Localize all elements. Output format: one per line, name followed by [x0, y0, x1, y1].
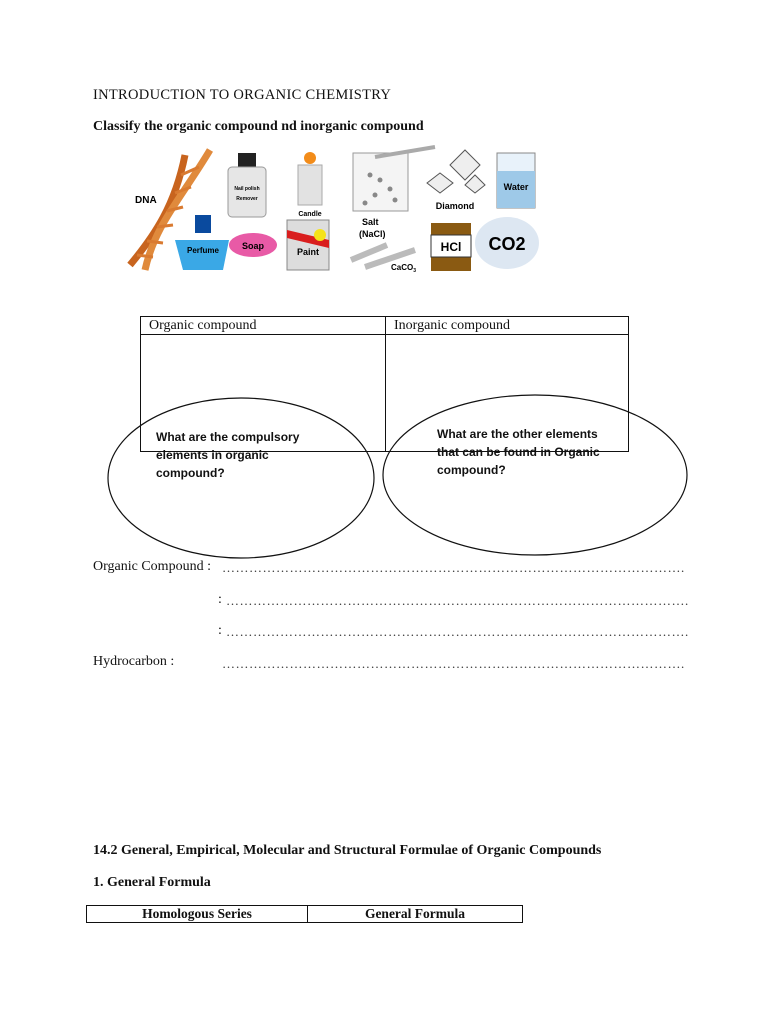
organic-compound-answer-line-2[interactable]: ………………………………………………………………………………………….: [226, 593, 689, 608]
homologous-series-header: Homologous Series: [87, 906, 308, 923]
general-formula-heading: 1. General Formula: [93, 875, 211, 890]
hydrocarbon-answer-line[interactable]: ………………………………………………………………………………………….: [222, 656, 685, 671]
soap-label: Soap: [241, 241, 265, 251]
organic-compound-answer-line-3[interactable]: ………………………………………………………………………………………….: [226, 624, 689, 639]
salt-beaker-icon: [353, 147, 435, 211]
dna-label: DNA: [135, 195, 157, 206]
inorganic-compound-header: Inorganic compound: [386, 317, 629, 335]
candle-icon: [298, 152, 322, 205]
water-glass-icon: [497, 153, 535, 208]
section-heading: 14.2 General, Empirical, Molecular and Structural Formulae of Organic Compounds: [93, 843, 602, 858]
homologous-series-table: [86, 905, 523, 923]
general-formula-header: General Formula: [308, 906, 523, 923]
page-title: INTRODUCTION TO ORGANIC CHEMISTRY: [93, 87, 392, 103]
organic-compound-label: Organic Compound :: [93, 559, 211, 574]
paint-label: Paint: [296, 247, 320, 257]
hcl-label: HCl: [440, 240, 462, 254]
organic-compound-answer-line-1[interactable]: ………………………………………………………………………………………….: [222, 560, 685, 575]
organic-compound-header: Organic compound: [141, 317, 386, 335]
svg-text:Remover: Remover: [236, 196, 258, 202]
salt-label: Salt: [362, 217, 379, 227]
svg-text:(NaCl): (NaCl): [359, 229, 386, 239]
compound-illustration: [125, 145, 545, 280]
caco3-label: CaCO$_3$: [391, 263, 417, 274]
water-label: Water: [503, 182, 529, 192]
nail-polish-label: Nail polish: [234, 186, 260, 192]
classify-instruction: Classify the organic compound nd inorganic compound: [93, 119, 424, 134]
other-elements-question: What are the other elements that can be found in Organic compound?: [437, 427, 600, 477]
co2-label: CO2: [488, 234, 526, 254]
paint-can-icon: [287, 220, 329, 270]
compulsory-elements-question: What are the compulsory elements in organic compound?: [156, 430, 300, 480]
candle-label: Candle: [298, 211, 322, 218]
nail-polish-bottle-icon: [228, 153, 266, 217]
colon: :: [218, 623, 222, 638]
hydrocarbon-label: Hydrocarbon :: [93, 654, 175, 669]
diamond-icon: [427, 150, 485, 193]
perfume-label: Perfume: [186, 246, 220, 255]
perfume-bottle-icon: [175, 215, 229, 270]
diamond-label: Diamond: [435, 201, 475, 211]
colon: :: [218, 592, 222, 607]
